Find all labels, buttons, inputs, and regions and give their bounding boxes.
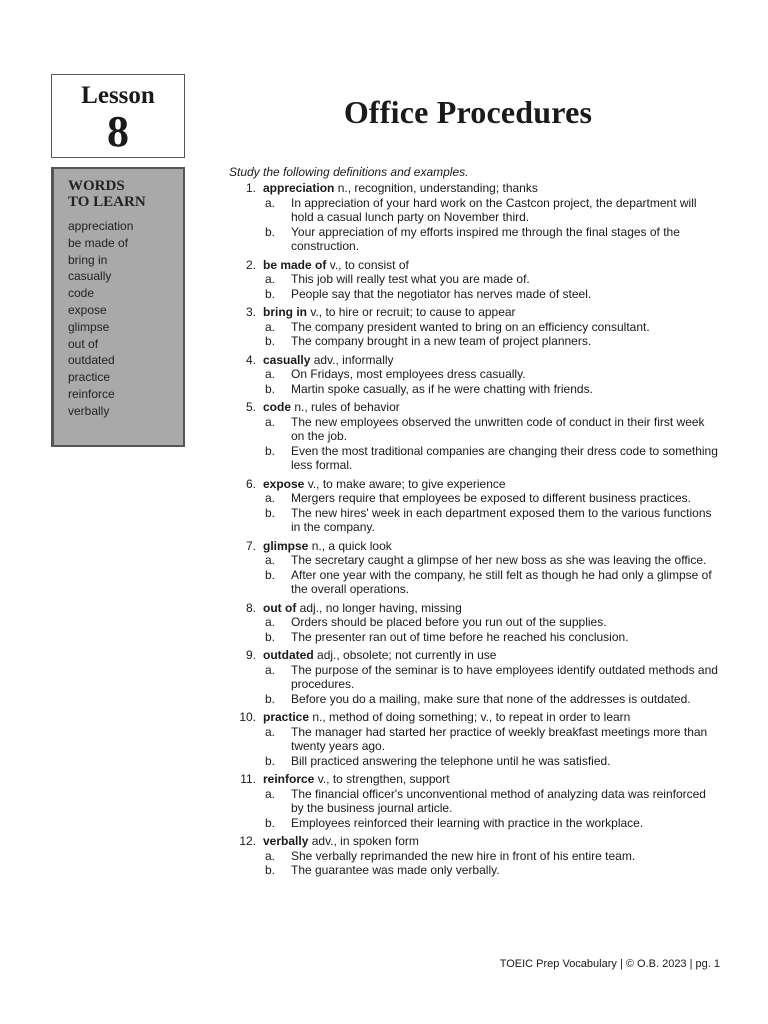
entry-definition: n., recognition, understanding; thanks <box>337 181 538 195</box>
example-letter: a. <box>265 724 276 739</box>
entry-heading <box>229 353 719 368</box>
example-text: The company president wanted to bring on an efficiency consultant. <box>291 319 650 334</box>
word-item: outdated <box>68 353 115 368</box>
lesson-number: 8 <box>107 107 129 156</box>
example-letter: b. <box>265 443 276 458</box>
example-item <box>229 754 719 769</box>
entry-term: glimpse <box>263 538 309 553</box>
example-item <box>229 287 719 302</box>
word-item: reinforce <box>68 386 115 401</box>
example-letter: b. <box>265 863 276 877</box>
example-letter: a. <box>265 848 276 863</box>
entry-number: 11. <box>240 772 256 786</box>
lesson-label: Lesson <box>81 82 155 109</box>
example-text: After one year with the company, he still felt as though he had only a glimpse of the overall operations. <box>291 567 712 596</box>
definition-entry <box>229 601 719 645</box>
entry-number: 2. <box>245 257 256 272</box>
example-list <box>229 272 719 301</box>
entry-term: casually <box>263 352 311 367</box>
entry-number: 4. <box>245 352 256 367</box>
example-text: On Fridays, most employees dress casually. <box>291 367 526 381</box>
entry-number: 1. <box>245 181 256 195</box>
definition-entry <box>229 648 719 706</box>
word-item: be made of <box>68 235 129 250</box>
entry-term: outdated <box>263 648 314 662</box>
entry-heading <box>229 539 719 554</box>
example-letter: a. <box>265 786 276 801</box>
definitions-section <box>229 164 719 882</box>
example-letter: b. <box>265 505 276 520</box>
example-item <box>229 663 719 692</box>
example-list <box>229 553 719 597</box>
example-letter: a. <box>265 662 276 677</box>
definition-entry <box>229 710 719 768</box>
entry-term: expose <box>263 476 305 491</box>
example-item <box>229 334 719 349</box>
words-title-line2: TO LEARN <box>68 194 146 210</box>
example-text: The manager had started her practice of weekly breakfast meetings more than twenty years ago. <box>291 724 708 753</box>
entry-term: code <box>263 400 292 414</box>
words-to-learn-box <box>51 167 185 447</box>
example-list <box>229 415 719 473</box>
example-letter: a. <box>265 491 276 505</box>
entry-heading <box>229 181 719 196</box>
example-list <box>229 663 719 707</box>
definition-entry <box>229 258 719 302</box>
entry-number: 8. <box>245 600 256 615</box>
example-text: The secretary caught a glimpse of her new boss as she was leaving the office. <box>291 553 707 567</box>
example-text: The new employees observed the unwritten code of conduct in their first week on the job. <box>291 414 705 443</box>
example-letter: b. <box>265 381 276 396</box>
example-item <box>229 816 719 831</box>
example-text: The new hires' week in each department exposed them to the various functions in the company. <box>291 505 712 534</box>
example-letter: a. <box>265 195 276 210</box>
entry-definition: adv., informally <box>313 352 394 367</box>
entry-term: appreciation <box>263 181 335 195</box>
entry-definition: v., to consist of <box>329 257 409 272</box>
definition-entry <box>229 305 719 349</box>
entry-number: 10. <box>239 710 256 724</box>
definition-entry <box>229 834 719 878</box>
example-letter: a. <box>265 272 276 286</box>
example-item <box>229 787 719 816</box>
word-item: practice <box>68 370 111 385</box>
word-item: glimpse <box>68 319 110 334</box>
word-item: verbally <box>68 403 110 418</box>
example-list <box>229 367 719 396</box>
example-item <box>229 725 719 754</box>
example-list <box>229 615 719 644</box>
example-text: This job will really test what you are made of. <box>291 272 530 286</box>
example-letter: a. <box>265 367 276 381</box>
example-text: Employees reinforced their learning with practice in the workplace. <box>291 815 644 830</box>
entry-number: 12. <box>239 834 256 848</box>
example-list <box>229 196 719 254</box>
example-text: The presenter ran out of time before he reached his conclusion. <box>291 629 629 644</box>
entry-number: 9. <box>245 648 256 662</box>
entry-definition: v., to strengthen, support <box>317 772 450 786</box>
example-letter: b. <box>265 753 276 768</box>
example-text: Martin spoke casually, as if he were chatting with friends. <box>291 381 593 396</box>
words-list <box>68 218 183 420</box>
example-item <box>229 568 719 597</box>
example-letter: b. <box>265 629 276 644</box>
example-item <box>229 272 719 287</box>
example-text: The company brought in a new team of project planners. <box>291 334 592 348</box>
example-item <box>229 415 719 444</box>
entry-heading <box>229 305 719 320</box>
example-letter: a. <box>265 414 276 429</box>
example-item <box>229 863 719 878</box>
example-item <box>229 382 719 397</box>
example-letter: b. <box>265 286 276 301</box>
example-text: Orders should be placed before you run out of the supplies. <box>291 615 607 629</box>
example-text: Bill practiced answering the telephone until he was satisfied. <box>291 753 611 768</box>
example-list <box>229 725 719 769</box>
example-list <box>229 320 719 349</box>
example-item <box>229 506 719 535</box>
example-letter: b. <box>265 815 276 830</box>
word-item: code <box>68 286 95 301</box>
example-list <box>229 849 719 878</box>
definition-list <box>229 181 719 878</box>
example-text: The guarantee was made only verbally. <box>291 863 500 877</box>
word-item: appreciation <box>68 219 134 233</box>
example-item <box>229 630 719 645</box>
example-list <box>229 787 719 831</box>
example-text: The purpose of the seminar is to have employees identify outdated methods and procedures. <box>291 662 718 691</box>
example-letter: b. <box>265 224 276 239</box>
example-text: The financial officer's unconventional method of analyzing data was reinforced by the business journal article. <box>291 786 706 815</box>
entry-definition: n., a quick look <box>311 538 392 553</box>
entry-heading <box>229 710 719 725</box>
words-title-line1: WORDS <box>68 178 125 194</box>
example-item <box>229 196 719 225</box>
entry-number: 6. <box>245 476 256 491</box>
example-text: People say that the negotiator has nerves made of steel. <box>291 286 592 301</box>
word-item: out of <box>68 336 99 351</box>
entry-heading <box>229 601 719 616</box>
example-item <box>229 849 719 864</box>
entry-definition: n., rules of behavior <box>294 400 400 414</box>
example-letter: b. <box>265 334 276 348</box>
entry-definition: n., method of doing something; v., to repeat in order to learn <box>312 710 631 724</box>
example-letter: a. <box>265 319 276 334</box>
example-letter: b. <box>265 691 276 706</box>
entry-heading <box>229 648 719 663</box>
page-footer: TOEIC Prep Vocabulary | © O.B. 2023 | pg. 1 <box>499 958 720 970</box>
page-title: Office Procedures <box>343 94 593 130</box>
entry-heading <box>229 258 719 273</box>
example-text: Mergers require that employees be exposed to different business practices. <box>291 491 691 505</box>
word-item: casually <box>68 269 112 284</box>
definition-entry <box>229 539 719 597</box>
entry-term: out of <box>263 600 297 615</box>
entry-term: reinforce <box>263 772 315 786</box>
example-item <box>229 444 719 473</box>
example-item <box>229 225 719 254</box>
entry-term: bring in <box>263 305 307 319</box>
entry-heading <box>229 477 719 492</box>
entry-heading <box>229 772 719 787</box>
definition-entry <box>229 477 719 535</box>
entry-heading <box>229 400 719 415</box>
entry-term: be made of <box>263 257 327 272</box>
word-item: expose <box>68 302 107 317</box>
example-letter: a. <box>265 615 276 629</box>
words-to-learn-title <box>68 178 183 210</box>
example-letter: a. <box>265 553 276 567</box>
example-text: Before you do a mailing, make sure that none of the addresses is outdated. <box>291 691 691 706</box>
entry-definition: adj., no longer having, missing <box>299 600 462 615</box>
example-item <box>229 491 719 506</box>
entry-term: verbally <box>263 834 309 848</box>
example-letter: b. <box>265 567 276 582</box>
definition-entry <box>229 400 719 473</box>
example-list <box>229 491 719 535</box>
entry-number: 7. <box>245 538 256 553</box>
entry-number: 5. <box>245 400 256 414</box>
example-item <box>229 367 719 382</box>
example-item <box>229 615 719 630</box>
entry-number: 3. <box>245 305 256 319</box>
entry-definition: adv., in spoken form <box>311 834 419 848</box>
definition-entry <box>229 353 719 397</box>
entry-definition: adj., obsolete; not currently in use <box>317 648 497 662</box>
example-item <box>229 320 719 335</box>
example-text: In appreciation of your hard work on the Castcon project, the department will hold a casual lunch party on November third. <box>291 195 697 224</box>
example-text: She verbally reprimanded the new hire in front of his entire team. <box>291 848 636 863</box>
entry-definition: v., to make aware; to give experience <box>307 476 506 491</box>
intro-text: Study the following definitions and examples. <box>229 165 469 179</box>
definition-entry <box>229 772 719 830</box>
word-item: bring in <box>68 252 108 267</box>
entry-term: practice <box>263 710 310 724</box>
entry-heading <box>229 834 719 849</box>
example-item <box>229 553 719 568</box>
example-item <box>229 692 719 707</box>
entry-definition: v., to hire or recruit; to cause to appear <box>310 305 516 319</box>
example-text: Your appreciation of my efforts inspired me through the final stages of the construction. <box>291 224 680 253</box>
example-text: Even the most traditional companies are changing their dress code to something less formal. <box>291 443 718 472</box>
definition-entry <box>229 181 719 254</box>
